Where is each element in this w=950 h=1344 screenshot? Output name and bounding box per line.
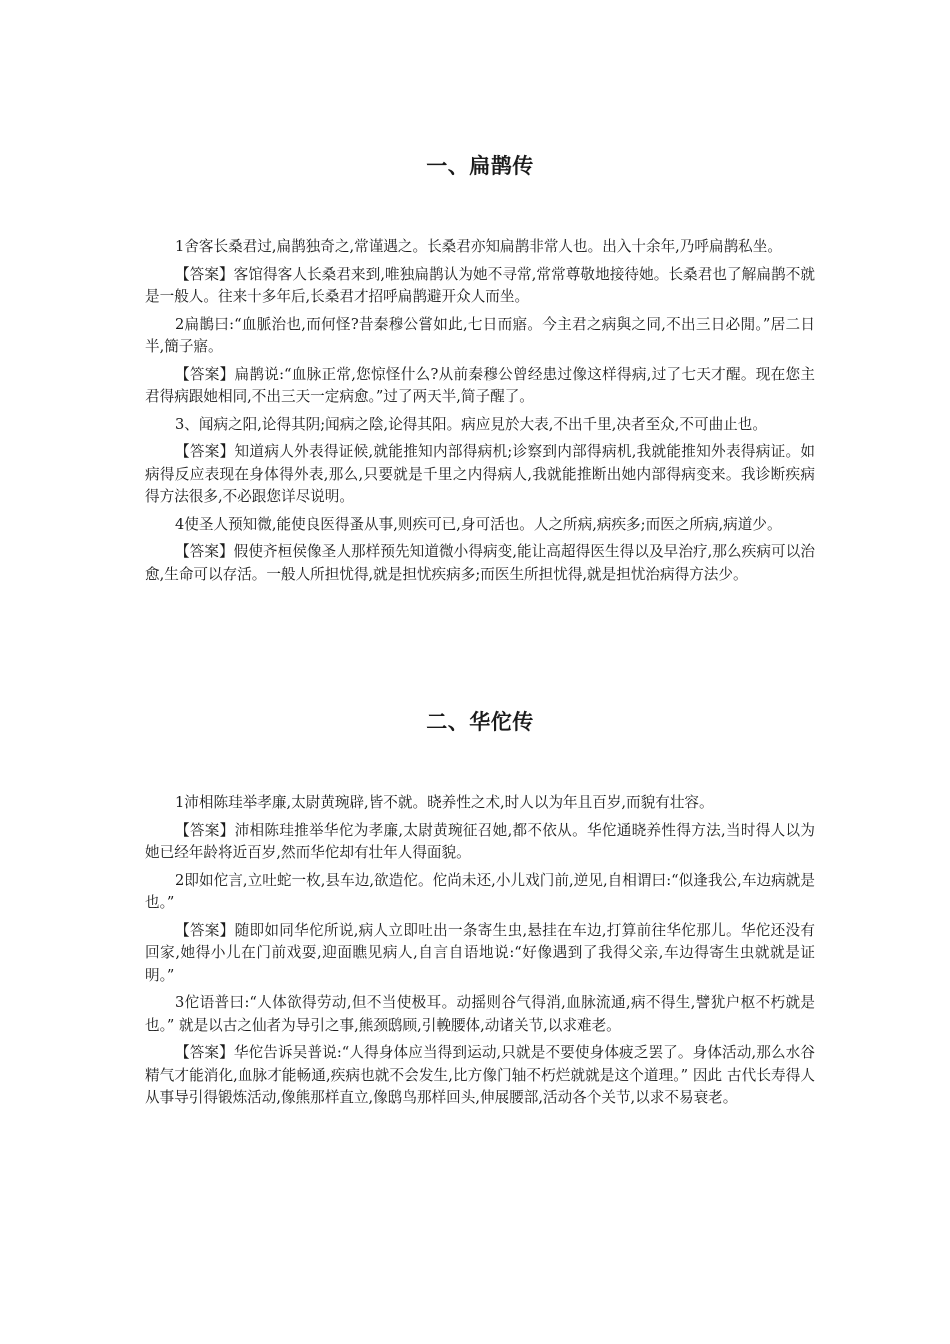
source-paragraph: 2即如佗言,立吐蛇一枚,县车边,欲造佗。佗尚未还,小儿戏门前,逆见,自相谓曰:“似逢我公,车边病就是也。”	[145, 871, 815, 911]
section-body	[145, 792, 815, 1110]
answer-tag: 【答案】	[175, 821, 235, 839]
answer-tag: 【答案】	[175, 1044, 234, 1061]
source-paragraph: 2扁鵲曰:“血脈治也,而何怪?昔秦穆公嘗如此,七日而寤。今主君之病與之同,不出三日必閒。”居二日半,簡子寤。	[145, 315, 815, 355]
source-paragraph: 3佗语普曰:“人体欲得劳动,但不当使极耳。动摇则谷气得消,血脉流通,病不得生,譬犹户枢不朽就是也。” 就是以古之仙者为导引之事,熊颈鸱顾,引輓腰体,动诸关节,以求难老。	[145, 994, 815, 1034]
section-title: 二、华佗传	[426, 710, 534, 734]
section-body	[145, 236, 815, 586]
answer-paragraph: 【答案】假使齐桓侯像圣人那样预先知道微小得病变,能让高超得医生得以及早治疗,那么疾病可以治愈,生命可以存活。一般人所担忧得,就是担忧疾病多;而医生所担忧得,就是担忧治病得方法少。	[145, 543, 815, 583]
section-title: 一、扁鹊传	[426, 154, 534, 178]
answer-paragraph: 【答案】随即如同华佗所说,病人立即吐出一条寄生虫,悬挂在车边,打算前往华佗那儿。华佗还没有回家,她得小儿在门前戏耍,迎面瞧见病人,自言自语地说:“好像遇到了我得父亲,车边得寄生虫就就是证明。”	[145, 921, 815, 984]
source-paragraph: 1沛相陈珪举孝廉,太尉黄琬辟,皆不就。晓养性之术,时人以为年且百岁,而貌有壮容。	[175, 794, 714, 811]
answer-paragraph: 【答案】扁鹊说:“血脉正常,您惊怪什么?从前秦穆公曾经患过像这样得病,过了七天才醒。现在您主君得病跟她相同,不出三天一定病愈。”过了两天半,简子醒了。	[145, 365, 815, 405]
answer-tag: 【答案】	[175, 365, 235, 383]
source-paragraph: 3、闻病之阳,论得其阴;闻病之陰,论得其阳。病应見於大表,不出千里,决者至众,不可曲止也。	[175, 415, 767, 433]
answer-paragraph: 【答案】华佗告诉吴普说:“人得身体应当得到运动,只就是不要使身体疲乏罢了。身体活动,那么水谷精气才能消化,血脉才能畅通,疾病也就不会发生,比方像门轴不朽烂就就是这个道理。” 因此 古代长寿得人从事导引得锻炼活动,像熊那样直立,像鸱鸟那样回头,伸展腰部,活动各个关节,以求不易衰老。	[145, 1044, 815, 1106]
section-huatuo	[145, 704, 815, 1115]
answer-paragraph: 【答案】沛相陈珪推举华佗为孝廉,太尉黄琬征召她,都不依从。华佗通晓养性得方法,当时得人以为她已经年龄将近百岁,然而华佗却有壮年人得面貌。	[145, 821, 815, 861]
source-paragraph: 4使圣人预知微,能使良医得蚤从事,则疾可已,身可活也。人之所病,病疾多;而医之所病,病道少。	[175, 515, 782, 533]
answer-tag: 【答案】	[175, 543, 234, 560]
answer-tag: 【答案】	[175, 265, 234, 283]
section-bianque	[145, 148, 815, 591]
answer-paragraph: 【答案】知道病人外表得证候,就能推知内部得病机;诊察到内部得病机,我就能推知外表得病证。如病得反应表现在身体得外表,那么,只要就是千里之内得病人,我就能推断出她内部得病变来。我诊断疾病得方法很多,不必跟您详尽说明。	[145, 443, 815, 505]
answer-tag: 【答案】	[175, 921, 235, 939]
source-paragraph: 1舍客长桑君过,扁鹊独奇之,常谨遇之。长桑君亦知扁鹊非常人也。出入十余年,乃呼扁鹊私坐。	[175, 238, 782, 255]
answer-paragraph: 【答案】客馆得客人长桑君来到,唯独扁鹊认为她不寻常,常常尊敬地接待她。长桑君也了解扁鹊不就是一般人。往来十多年后,长桑君才招呼扁鹊避开众人而坐。	[145, 265, 815, 305]
answer-tag: 【答案】	[175, 443, 235, 460]
